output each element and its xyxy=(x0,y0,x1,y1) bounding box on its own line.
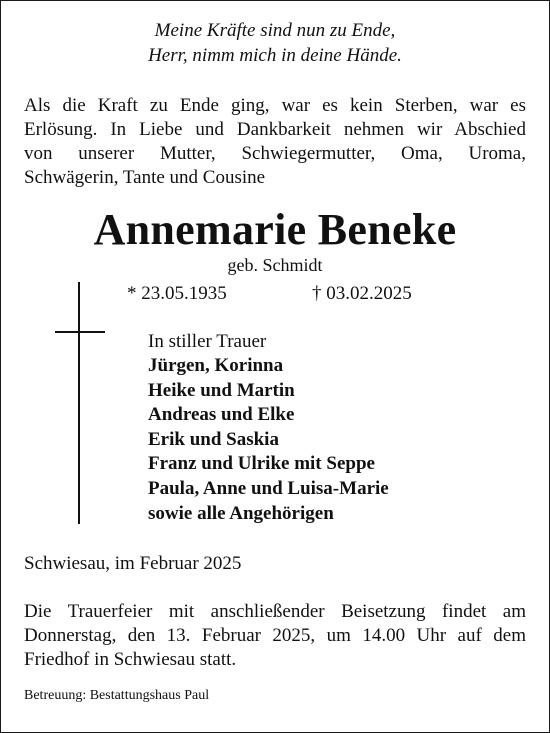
motto-line: Herr, nimm mich in deine Hände. xyxy=(148,45,402,66)
motto-line: Meine Kräfte sind nun zu Ende, xyxy=(154,20,396,41)
mourning-intro: In stiller Trauer xyxy=(148,331,267,352)
birth-date: * 23.05.1935 xyxy=(127,283,227,304)
mourner-entry: sowie alle Angehörigen xyxy=(148,502,334,524)
funeral-home-credit: Betreuung: Bestattungshaus Paul xyxy=(24,688,210,703)
death-date: † 03.02.2025 xyxy=(312,283,412,304)
intro-line: Erlösung. In Liebe und Dankbarkeit nehmen wir Abschied xyxy=(24,119,526,140)
funeral-line: Die Trauerfeier mit anschließender Beisetzung findet am xyxy=(24,601,526,622)
cross-vertical-bar xyxy=(78,282,80,524)
mourner-entry: Erik und Saskia xyxy=(148,428,279,450)
mourner-entry: Heike und Martin xyxy=(148,379,295,401)
intro-line: Als die Kraft zu Ende ging, war es kein Sterben, war es xyxy=(24,95,526,116)
birth-name: geb. Schmidt xyxy=(227,255,323,275)
deceased-name: Annemarie Beneke xyxy=(93,205,457,254)
mourner-entry: Andreas und Elke xyxy=(148,404,295,426)
funeral-info xyxy=(24,600,526,672)
cross-horizontal-bar xyxy=(55,331,105,333)
mourner-entry: Jürgen, Korinna xyxy=(148,355,284,376)
intro-line: Schwägerin, Tante und Cousine xyxy=(24,167,266,188)
intro-text xyxy=(24,94,526,190)
place-and-date: Schwiesau, im Februar 2025 xyxy=(24,553,242,574)
mourner-entry: Paula, Anne und Luisa-Marie xyxy=(148,477,389,499)
funeral-line: Friedhof in Schwiesau statt. xyxy=(24,649,237,670)
funeral-line: Donnerstag, den 13. Februar 2025, um 14.00 Uhr auf dem xyxy=(24,625,526,646)
mourners-list xyxy=(148,354,389,526)
intro-line: von unserer Mutter, Schwiegermutter, Oma, Uroma, xyxy=(24,143,526,164)
mourner-entry: Franz und Ulrike mit Seppe xyxy=(148,453,375,475)
motto-verse xyxy=(0,18,550,68)
